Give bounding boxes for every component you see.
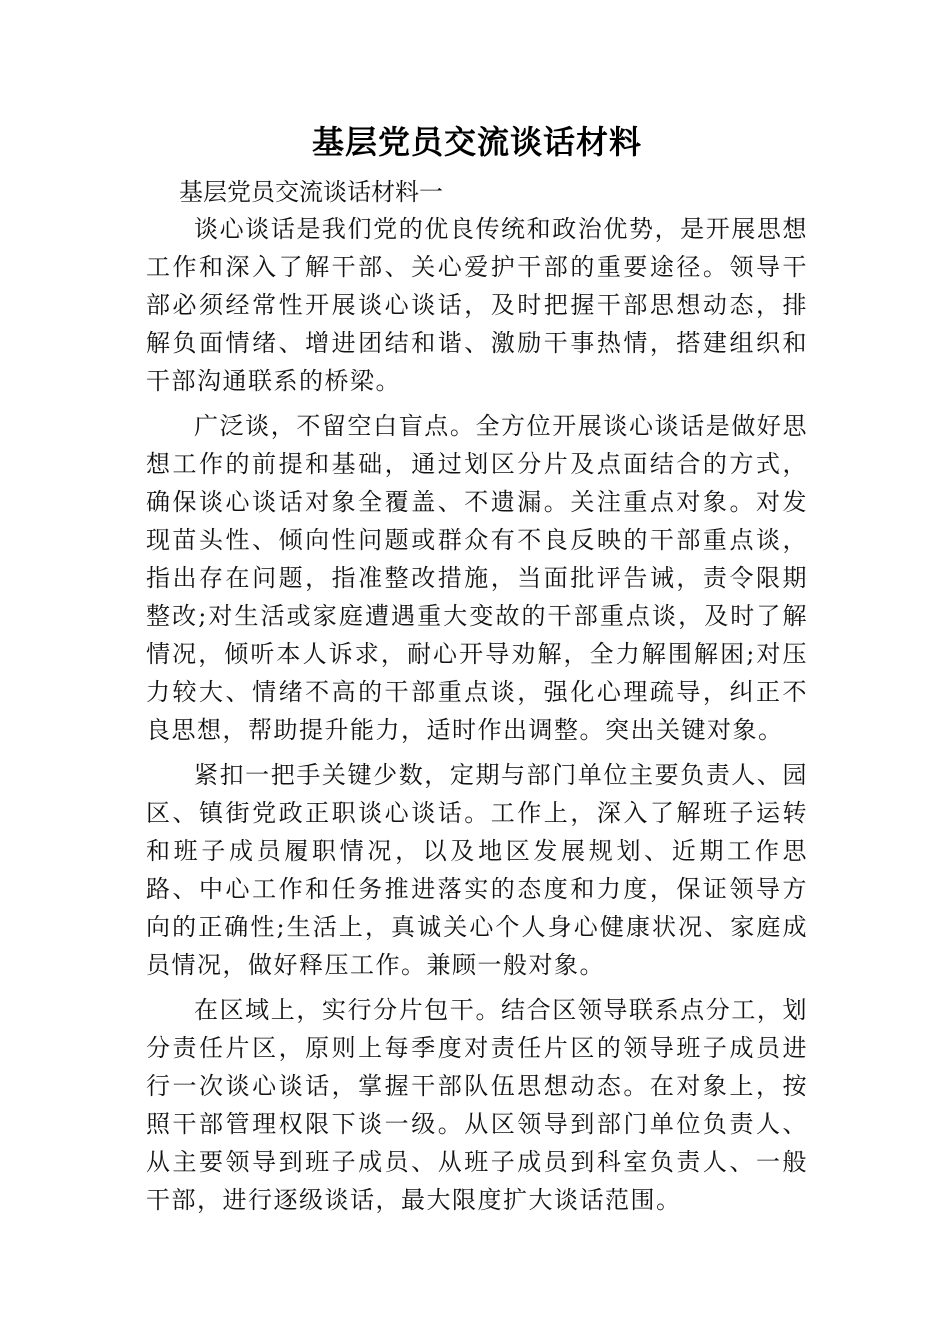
document-subtitle: 基层党员交流谈话材料一 [179, 178, 443, 206]
paragraph-1: 谈心谈话是我们党的优良传统和政治优势，是开展思想工作和深入了解干部、关心爱护干部的重要途径。领导干部必须经常性开展谈心谈话，及时把握干部思想动态，排解负面情绪、增进团结和谐、激励干事热情，搭建组织和干部沟通联系的桥梁。 [146, 215, 808, 395]
paragraph-4: 在区域上，实行分片包干。结合区领导联系点分工，划分责任片区，原则上每季度对责任片区的领导班子成员进行一次谈心谈话，掌握干部队伍思想动态。在对象上，按照干部管理权限下谈一级。从区领导到部门单位负责人、从主要领导到班子成员、从班子成员到科室负责人、一般干部，进行逐级谈话，最大限度扩大谈话范围。 [146, 996, 808, 1214]
document-title: 基层党员交流谈话材料 [311, 123, 642, 161]
paragraph-2: 广泛谈，不留空白盲点。全方位开展谈心谈话是做好思想工作的前提和基础，通过划区分片及点面结合的方式，确保谈心谈话对象全覆盖、不遗漏。关注重点对象。对发现苗头性、倾向性问题或群众有不良反映的干部重点谈，指出存在问题，指准整改措施，当面批评告诫，责令限期整改;对生活或家庭遭遇重大变故的干部重点谈，及时了解情况，倾听本人诉求，耐心开导劝解，全力解围解困;对压力较大、情绪不高的干部重点谈，强化心理疏导，纠正不良思想，帮助提升能力，适时作出调整。突出关键对象。 [146, 412, 808, 744]
document-body [146, 118, 808, 1226]
paragraph-3: 紧扣一把手关键少数，定期与部门单位主要负责人、园区、镇街党政正职谈心谈话。工作上，深入了解班子运转和班子成员履职情况，以及地区发展规划、近期工作思路、中心工作和任务推进落实的态度和力度，保证领导方向的正确性;生活上，真诚关心个人身心健康状况、家庭成员情况，做好释压工作。兼顾一般对象。 [146, 761, 808, 979]
